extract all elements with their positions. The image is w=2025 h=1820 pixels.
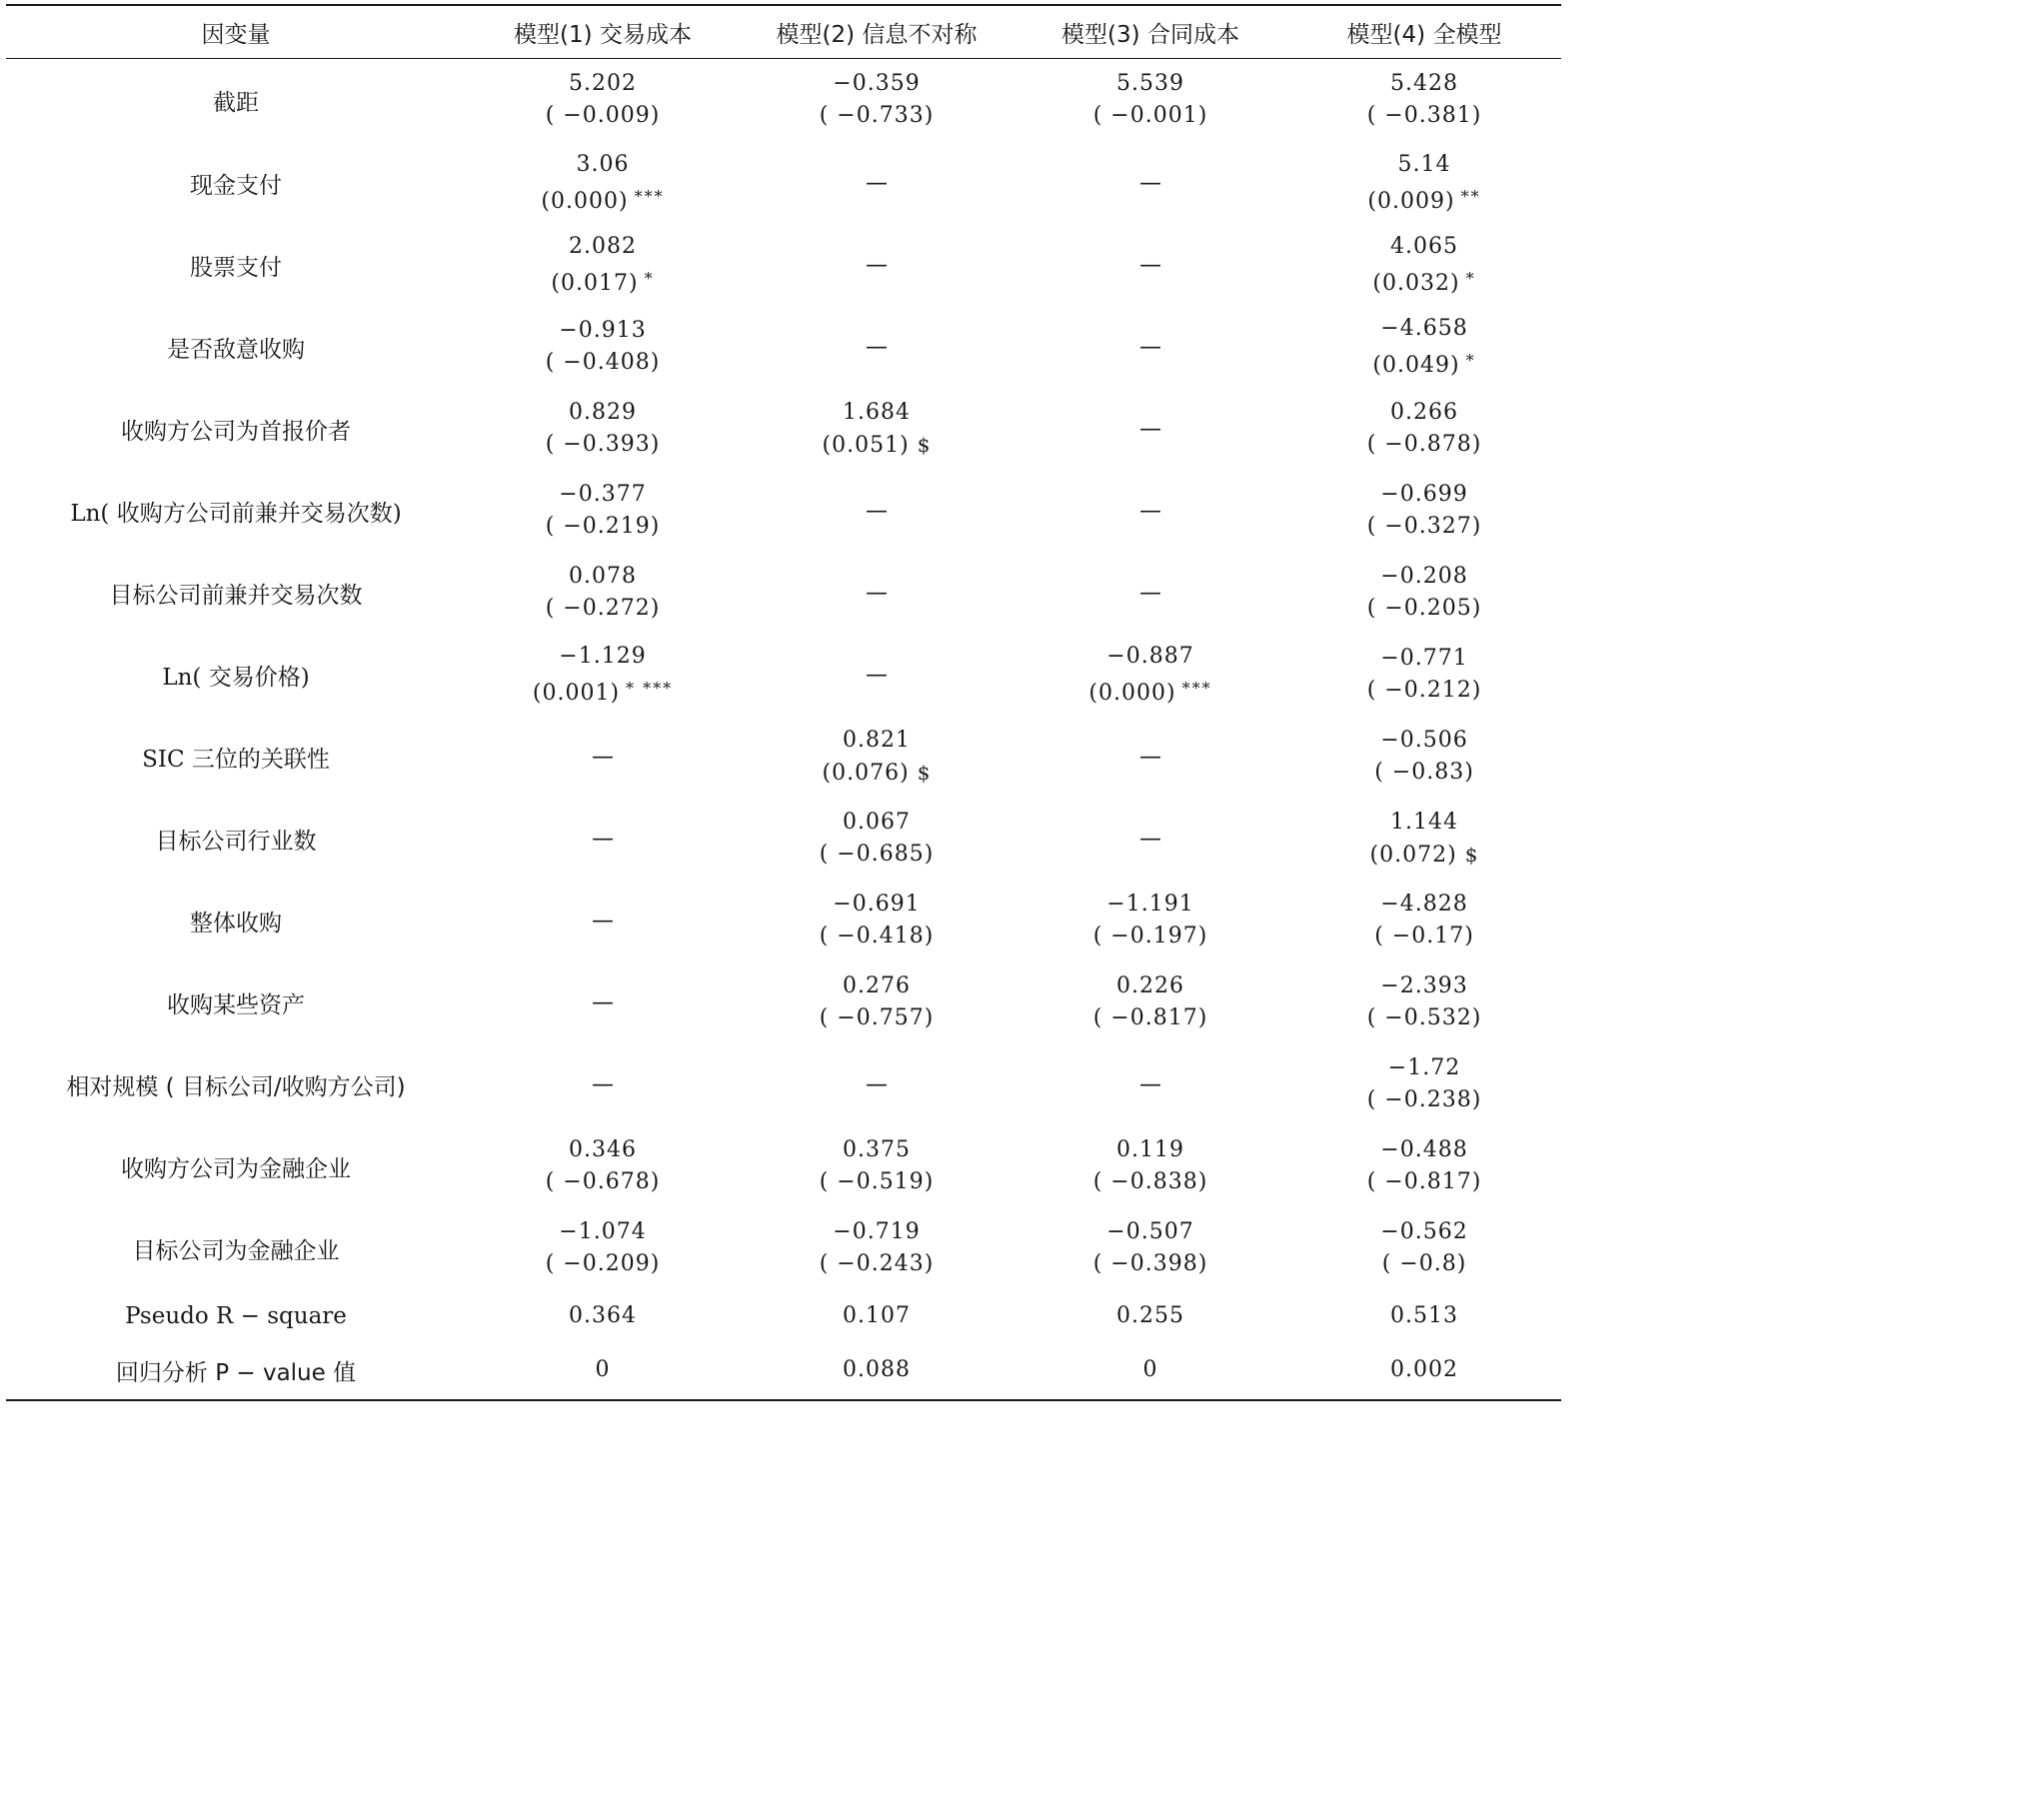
cell-m3 xyxy=(1013,961,1287,1043)
table-row xyxy=(6,470,1561,552)
cell-m2 xyxy=(740,961,1013,1043)
empty-dash: — xyxy=(866,170,888,196)
p-value: ( −0.327) xyxy=(1366,514,1482,539)
summary-cell-m4 xyxy=(1287,1343,1561,1397)
p-value: ( −0.001) xyxy=(1092,103,1208,128)
p-value: (0.072) $ xyxy=(1369,842,1479,868)
empty-dash: — xyxy=(1139,498,1161,524)
row-label: 目标公司行业数 xyxy=(155,828,317,855)
summary-row xyxy=(6,1343,1561,1397)
cell-m2 xyxy=(740,306,1013,388)
p-value: (0.009) ** xyxy=(1367,186,1481,214)
coefficient: 0.119 xyxy=(1116,1137,1184,1162)
table-row xyxy=(6,142,1561,224)
row-label: 目标公司为金融企业 xyxy=(132,1237,340,1264)
significance-dollar: $ xyxy=(917,432,932,457)
p-value: ( −0.817) xyxy=(1366,1169,1482,1194)
p-value: ( −0.8) xyxy=(1381,1251,1467,1276)
empty-dash: — xyxy=(592,908,614,933)
cell-m3 xyxy=(1013,388,1287,470)
cell-m1 xyxy=(466,1125,740,1207)
coefficient: 1.684 xyxy=(843,399,911,425)
coefficient: 0.821 xyxy=(843,727,911,753)
cell-m4 xyxy=(1287,142,1561,224)
cell-m3 xyxy=(1013,798,1287,880)
summary-value: 0.002 xyxy=(1390,1357,1458,1382)
table-row xyxy=(6,224,1561,306)
summary-cell-m4 xyxy=(1287,1289,1561,1343)
table-row xyxy=(6,552,1561,634)
cell-m2 xyxy=(740,1125,1013,1207)
coefficient: −1.72 xyxy=(1387,1055,1461,1080)
p-value: ( −0.212) xyxy=(1366,678,1482,703)
table-row xyxy=(6,306,1561,388)
empty-dash: — xyxy=(866,662,888,688)
coefficient: −0.507 xyxy=(1106,1219,1194,1244)
empty-dash: — xyxy=(592,826,614,852)
coefficient: 3.06 xyxy=(576,151,630,177)
coefficient: −0.359 xyxy=(833,71,921,96)
table-header-row xyxy=(6,6,1561,58)
table-row xyxy=(6,1207,1561,1289)
p-value: (0.051) $ xyxy=(822,432,932,458)
significance-stars: * *** xyxy=(626,678,674,698)
summary-value: 0 xyxy=(1142,1357,1158,1382)
p-value: (0.032) * xyxy=(1372,268,1476,296)
empty-dash: — xyxy=(1139,170,1161,196)
summary-value: 0.255 xyxy=(1116,1303,1184,1328)
cell-m2 xyxy=(740,1207,1013,1289)
cell-m2 xyxy=(740,470,1013,552)
empty-dash: — xyxy=(1139,334,1161,360)
coefficient: −4.828 xyxy=(1380,892,1468,916)
cell-m3 xyxy=(1013,716,1287,798)
p-value: (0.001) * *** xyxy=(532,678,674,706)
header-dependent-variable: 因变量 xyxy=(201,21,271,48)
coefficient: 2.082 xyxy=(569,233,637,259)
cell-m4 xyxy=(1287,1125,1561,1207)
coefficient: 0.067 xyxy=(843,810,911,835)
table-row xyxy=(6,1125,1561,1207)
significance-stars: *** xyxy=(1181,678,1212,698)
cell-m1 xyxy=(466,1207,740,1289)
coefficient: 5.14 xyxy=(1397,151,1451,177)
significance-stars: * xyxy=(644,268,655,288)
empty-dash: — xyxy=(866,580,888,606)
cell-m4 xyxy=(1287,1043,1561,1125)
significance-stars: * xyxy=(1465,268,1476,288)
empty-dash: — xyxy=(866,334,888,360)
significance-dollar: $ xyxy=(917,760,932,785)
cell-m4 xyxy=(1287,716,1561,798)
p-value: ( −0.757) xyxy=(819,1005,935,1030)
cell-m1 xyxy=(466,634,740,716)
summary-value: 0.513 xyxy=(1390,1303,1458,1328)
cell-m4 xyxy=(1287,306,1561,388)
coefficient: −1.129 xyxy=(559,643,647,669)
cell-m4 xyxy=(1287,961,1561,1043)
empty-dash: — xyxy=(1139,416,1161,442)
summary-cell-m3 xyxy=(1013,1343,1287,1397)
significance-stars: * xyxy=(1465,350,1476,370)
cell-m3 xyxy=(1013,306,1287,388)
cell-m4 xyxy=(1287,470,1561,552)
p-value: ( −0.197) xyxy=(1092,923,1208,948)
p-value: ( −0.17) xyxy=(1374,923,1474,948)
coefficient: 0.375 xyxy=(843,1137,911,1162)
summary-cell-m3 xyxy=(1013,1289,1287,1343)
cell-m4 xyxy=(1287,224,1561,306)
empty-dash: — xyxy=(592,744,614,770)
empty-dash: — xyxy=(1139,580,1161,606)
row-label: 股票支付 xyxy=(190,254,282,281)
cell-m4 xyxy=(1287,798,1561,880)
header-model-3: 模型(3) 合同成本 xyxy=(1061,21,1239,48)
cell-m4 xyxy=(1287,388,1561,470)
cell-m2 xyxy=(740,880,1013,961)
row-label: 目标公司前兼并交易次数 xyxy=(109,582,363,609)
coefficient: −1.191 xyxy=(1106,892,1194,916)
p-value: ( −0.83) xyxy=(1374,760,1474,785)
empty-dash: — xyxy=(1139,1071,1161,1097)
p-value: ( −0.205) xyxy=(1366,596,1482,621)
p-value: ( −0.418) xyxy=(819,923,935,948)
coefficient: −0.208 xyxy=(1380,564,1468,589)
p-value: ( −0.398) xyxy=(1092,1251,1208,1276)
cell-m2 xyxy=(740,634,1013,716)
coefficient: −4.658 xyxy=(1380,315,1468,341)
empty-dash: — xyxy=(592,989,614,1015)
summary-value: 0.364 xyxy=(569,1303,637,1328)
table-row xyxy=(6,388,1561,470)
p-value: ( −0.838) xyxy=(1092,1169,1208,1194)
cell-m1 xyxy=(466,961,740,1043)
summary-value: 0 xyxy=(595,1357,611,1382)
header-model-4: 模型(4) 全模型 xyxy=(1346,21,1502,48)
coefficient: −2.393 xyxy=(1380,973,1468,998)
cell-m1 xyxy=(466,798,740,880)
row-label: 是否敌意收购 xyxy=(167,336,305,363)
coefficient: −0.719 xyxy=(833,1219,921,1244)
coefficient: 4.065 xyxy=(1390,233,1458,259)
row-label: SIC 三位的关联性 xyxy=(142,746,330,773)
row-label: 整体收购 xyxy=(190,910,282,936)
table-row xyxy=(6,798,1561,880)
table-row xyxy=(6,634,1561,716)
summary-row xyxy=(6,1289,1561,1343)
summary-cell-m2 xyxy=(740,1289,1013,1343)
p-value: (0.017) * xyxy=(551,268,655,296)
summary-cell-m2 xyxy=(740,1343,1013,1397)
cell-m1 xyxy=(466,306,740,388)
empty-dash: — xyxy=(1139,252,1161,278)
table-row xyxy=(6,1043,1561,1125)
coefficient: 5.539 xyxy=(1116,71,1184,96)
cell-m4 xyxy=(1287,552,1561,634)
cell-m3 xyxy=(1013,224,1287,306)
cell-m1 xyxy=(466,880,740,961)
p-value: ( −0.393) xyxy=(545,432,661,457)
significance-stars: *** xyxy=(634,186,665,206)
coefficient: 0.829 xyxy=(569,400,637,425)
p-value: (0.000) *** xyxy=(1088,678,1212,706)
coefficient: −1.074 xyxy=(559,1219,647,1244)
p-value: ( −0.685) xyxy=(819,842,935,867)
p-value: ( −0.678) xyxy=(545,1169,661,1194)
cell-m3 xyxy=(1013,470,1287,552)
row-label: Ln( 收购方公司前兼并交易次数) xyxy=(70,500,402,527)
p-value: ( −0.532) xyxy=(1366,1005,1482,1030)
summary-label: Pseudo R − square xyxy=(125,1303,347,1329)
cell-m1 xyxy=(466,388,740,470)
empty-dash: — xyxy=(1139,744,1161,770)
coefficient: −0.771 xyxy=(1380,646,1468,671)
coefficient: 0.266 xyxy=(1390,400,1458,425)
p-value: ( −0.219) xyxy=(545,514,661,539)
summary-cell-m1 xyxy=(466,1343,740,1397)
coefficient: 5.202 xyxy=(569,71,637,96)
coefficient: 0.276 xyxy=(843,973,911,998)
row-label: 相对规模 ( 目标公司/收购方公司) xyxy=(66,1073,406,1100)
cell-m3 xyxy=(1013,142,1287,224)
cell-m4 xyxy=(1287,634,1561,716)
row-label: 现金支付 xyxy=(190,172,282,199)
cell-m1 xyxy=(466,58,740,142)
cell-m2 xyxy=(740,552,1013,634)
significance-dollar: $ xyxy=(1464,842,1479,867)
empty-dash: — xyxy=(866,1071,888,1097)
cell-m3 xyxy=(1013,880,1287,961)
header-model-2: 模型(2) 信息不对称 xyxy=(776,21,978,48)
cell-m3 xyxy=(1013,634,1287,716)
coefficient: 1.144 xyxy=(1390,809,1458,835)
cell-m3 xyxy=(1013,1207,1287,1289)
coefficient: −0.377 xyxy=(559,482,647,507)
cell-m1 xyxy=(466,716,740,798)
bottom-rule xyxy=(6,1399,1561,1401)
p-value: ( −0.733) xyxy=(819,103,935,128)
table-row xyxy=(6,880,1561,961)
p-value: ( −0.519) xyxy=(819,1169,935,1194)
p-value: ( −0.238) xyxy=(1366,1087,1482,1112)
cell-m2 xyxy=(740,1043,1013,1125)
cell-m2 xyxy=(740,224,1013,306)
cell-m3 xyxy=(1013,1043,1287,1125)
summary-label: 回归分析 P − value 值 xyxy=(115,1359,357,1386)
cell-m1 xyxy=(466,1043,740,1125)
coefficient: −0.699 xyxy=(1380,482,1468,507)
cell-m2 xyxy=(740,142,1013,224)
p-value: ( −0.878) xyxy=(1366,432,1482,457)
coefficient: 5.428 xyxy=(1390,71,1458,96)
p-value: (0.000) *** xyxy=(541,186,665,214)
coefficient: 0.078 xyxy=(569,564,637,589)
p-value: ( −0.272) xyxy=(545,596,661,621)
header-model-1: 模型(1) 交易成本 xyxy=(514,21,692,48)
coefficient: −0.562 xyxy=(1380,1219,1468,1244)
empty-dash: — xyxy=(866,252,888,278)
significance-stars: ** xyxy=(1460,186,1481,206)
coefficient: −0.913 xyxy=(559,318,647,343)
p-value: (0.076) $ xyxy=(822,760,932,786)
summary-value: 0.107 xyxy=(843,1303,911,1328)
regression-table xyxy=(6,6,1561,1397)
row-label: 截距 xyxy=(213,89,259,116)
coefficient: 0.346 xyxy=(569,1137,637,1162)
cell-m2 xyxy=(740,798,1013,880)
cell-m4 xyxy=(1287,1207,1561,1289)
cell-m4 xyxy=(1287,58,1561,142)
p-value: (0.049) * xyxy=(1372,350,1476,378)
cell-m3 xyxy=(1013,1125,1287,1207)
coefficient: 0.226 xyxy=(1116,973,1184,998)
summary-value: 0.088 xyxy=(843,1357,911,1382)
cell-m2 xyxy=(740,388,1013,470)
p-value: ( −0.009) xyxy=(545,103,661,128)
cell-m1 xyxy=(466,552,740,634)
table-row xyxy=(6,58,1561,142)
table-row xyxy=(6,961,1561,1043)
cell-m2 xyxy=(740,716,1013,798)
p-value: ( −0.817) xyxy=(1092,1005,1208,1030)
cell-m4 xyxy=(1287,880,1561,961)
coefficient: −0.506 xyxy=(1380,728,1468,753)
row-label: Ln( 交易价格) xyxy=(162,664,310,691)
cell-m1 xyxy=(466,142,740,224)
p-value: ( −0.381) xyxy=(1366,103,1482,128)
cell-m2 xyxy=(740,58,1013,142)
coefficient: −0.488 xyxy=(1380,1137,1468,1162)
row-label: 收购方公司为金融企业 xyxy=(121,1155,351,1182)
empty-dash: — xyxy=(866,498,888,524)
row-label: 收购方公司为首报价者 xyxy=(121,418,351,445)
coefficient: −0.887 xyxy=(1106,643,1194,669)
cell-m1 xyxy=(466,224,740,306)
cell-m3 xyxy=(1013,552,1287,634)
p-value: ( −0.243) xyxy=(819,1251,935,1276)
table-row xyxy=(6,716,1561,798)
cell-m3 xyxy=(1013,58,1287,142)
empty-dash: — xyxy=(1139,826,1161,852)
coefficient: −0.691 xyxy=(833,892,921,916)
p-value: ( −0.209) xyxy=(545,1251,661,1276)
cell-m1 xyxy=(466,470,740,552)
p-value: ( −0.408) xyxy=(545,350,661,375)
summary-cell-m1 xyxy=(466,1289,740,1343)
row-label: 收购某些资产 xyxy=(167,991,305,1018)
empty-dash: — xyxy=(592,1071,614,1097)
